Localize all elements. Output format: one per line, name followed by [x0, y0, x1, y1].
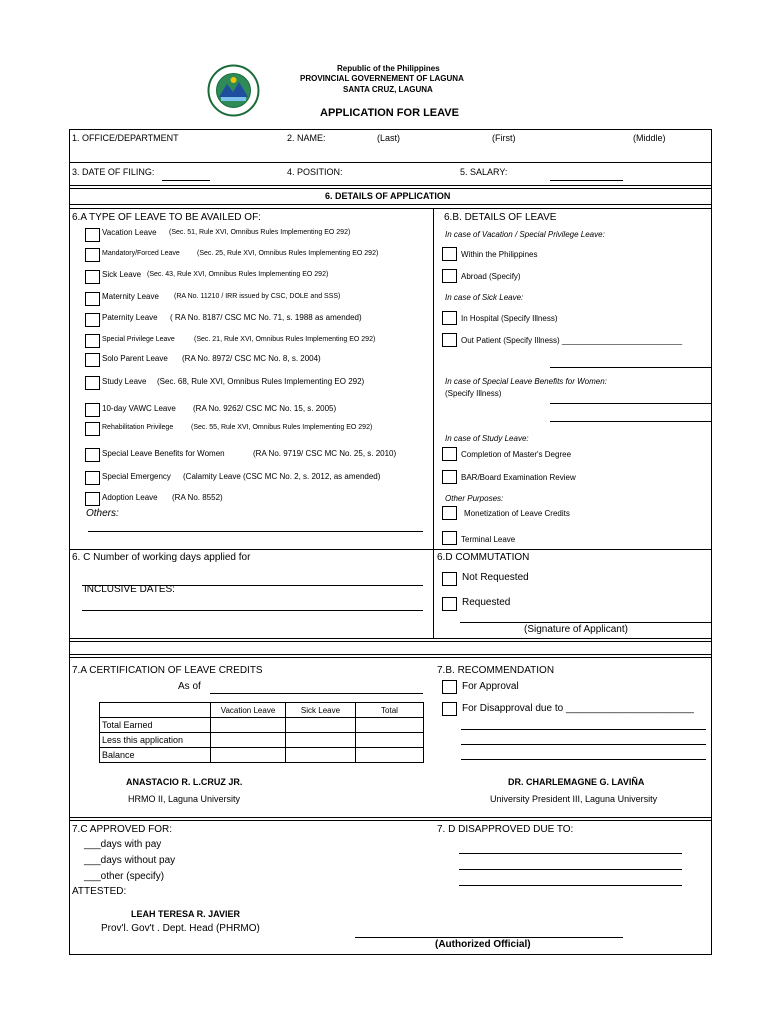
- phrmo-name: LEAH TERESA R. JAVIER: [131, 909, 241, 919]
- position-label: 4. POSITION:: [287, 167, 343, 177]
- bar-review-label: BAR/Board Examination Review: [461, 473, 576, 482]
- not-requested-checkbox[interactable]: [442, 572, 457, 586]
- row-label: Total Earned: [100, 718, 211, 733]
- 7d-heading: 7. D DISAPPROVED DUE TO:: [437, 824, 574, 835]
- date-of-filing-label: 3. DATE OF FILING:: [72, 167, 155, 177]
- disapproval-reason-line-3[interactable]: [461, 759, 706, 760]
- paternity-leave-checkbox[interactable]: [85, 313, 100, 327]
- leave-type-ref: (Calamity Leave (CSC MC No. 2, s. 2012, as amended): [183, 472, 381, 481]
- within-philippines-checkbox[interactable]: [442, 247, 457, 261]
- phrmo-title: Prov'l. Gov't . Dept. Head (PHRMO): [101, 923, 260, 934]
- out-patient-label: Out Patient (Specify Illness) ___________________________: [461, 336, 683, 345]
- leave-type-ref: (Sec. 43, Rule XVI, Omnibus Rules Implementing EO 292): [147, 271, 329, 278]
- leave-type-ref: (RA No. 8552): [172, 493, 223, 502]
- credit-cell[interactable]: [286, 748, 356, 763]
- leave-type-ref: (Sec. 68, Rule XVI, Omnibus Rules Implementing EO 292): [157, 377, 365, 386]
- out-patient-line-2[interactable]: [550, 367, 711, 368]
- out-patient-checkbox[interactable]: [442, 333, 457, 347]
- vacation-leave-checkbox[interactable]: [85, 228, 100, 242]
- women-caption: In case of Special Leave Benefits for Women:: [445, 377, 607, 386]
- disapproved-reason-line-1[interactable]: [459, 853, 682, 854]
- study-caption: In case of Study Leave:: [445, 434, 529, 443]
- women-illness-field-1[interactable]: [550, 403, 711, 404]
- authorized-official-caption: (Authorized Official): [435, 939, 531, 950]
- leave-type-ref: (Sec. 55, Rule XVI, Omnibus Rules Implementing EO 292): [191, 424, 373, 431]
- as-of-field[interactable]: [210, 693, 423, 694]
- 7a-heading: 7.A CERTIFICATION OF LEAVE CREDITS: [72, 665, 263, 676]
- name-label: 2. NAME:: [287, 133, 326, 143]
- inclusive-dates-field[interactable]: [82, 610, 423, 611]
- leave-type-label: 10-day VAWC Leave: [102, 404, 176, 413]
- disapproved-reason-line-2[interactable]: [459, 869, 682, 870]
- section-6-title: 6. DETAILS OF APPLICATION: [325, 191, 451, 201]
- leave-type-ref: ( RA No. 8187/ CSC MC No. 71, s. 1988 as amended): [170, 313, 362, 322]
- special-privilege-leave-checkbox[interactable]: [85, 334, 100, 348]
- leave-type-ref: (RA No. 8972/ CSC MC No. 8, s. 2004): [182, 354, 321, 363]
- special-emergency-checkbox[interactable]: [85, 471, 100, 485]
- leave-credits-table: [99, 702, 424, 763]
- date-of-filing-field[interactable]: [162, 180, 210, 181]
- study-leave-checkbox[interactable]: [85, 376, 100, 390]
- days-with-pay: ___days with pay: [84, 839, 162, 850]
- row-label: Balance: [100, 748, 211, 763]
- leave-type-label: Mandatory/Forced Leave: [102, 250, 180, 257]
- monetization-label: Monetization of Leave Credits: [464, 509, 570, 518]
- leave-type-label: Special Emergency: [102, 472, 171, 481]
- special-leave-women-checkbox[interactable]: [85, 448, 100, 462]
- leave-type-label: Sick Leave: [102, 270, 142, 279]
- bar-review-checkbox[interactable]: [442, 470, 457, 484]
- as-of-label: As of: [178, 681, 201, 692]
- salary-field[interactable]: [550, 180, 623, 181]
- not-requested-label: Not Requested: [462, 572, 529, 583]
- others-label: Others:: [86, 508, 119, 519]
- leave-type-ref: (Sec. 21, Rule XVI, Omnibus Rules Implementing EO 292): [194, 336, 376, 343]
- 6c-heading: 6. C Number of working days applied for: [72, 552, 251, 563]
- government-line: PROVINCIAL GOVERNEMENT OF LAGUNA: [300, 74, 464, 83]
- 7c-heading: 7.C APPROVED FOR:: [72, 824, 173, 835]
- column-header: Vacation Leave: [211, 703, 286, 718]
- leave-type-ref: (Sec. 25, Rule XVI, Omnibus Rules Implementing EO 292): [197, 250, 379, 257]
- masters-degree-checkbox[interactable]: [442, 447, 457, 461]
- in-hospital-checkbox[interactable]: [442, 311, 457, 325]
- hrmo-title: HRMO II, Laguna University: [128, 794, 241, 804]
- requested-checkbox[interactable]: [442, 597, 457, 611]
- masters-degree-label: Completion of Master's Degree: [461, 450, 572, 459]
- abroad-checkbox[interactable]: [442, 269, 457, 283]
- terminal-leave-label: Terminal Leave: [461, 535, 516, 544]
- terminal-leave-checkbox[interactable]: [442, 531, 457, 545]
- credit-cell[interactable]: [211, 718, 286, 733]
- credit-cell[interactable]: [356, 748, 424, 763]
- women-illness-field-2[interactable]: [550, 421, 711, 422]
- vawc-leave-checkbox[interactable]: [85, 403, 100, 417]
- leave-type-label: Solo Parent Leave: [102, 354, 168, 363]
- leave-type-label: Special Privilege Leave: [102, 336, 175, 343]
- mandatory-leave-checkbox[interactable]: [85, 248, 100, 262]
- president-name: DR. CHARLEMAGNE G. LAVIÑA: [508, 777, 645, 787]
- row-label: Less this application: [100, 733, 211, 748]
- monetization-checkbox[interactable]: [442, 506, 457, 520]
- specify-illness-label: (Specify Illness): [445, 389, 502, 398]
- for-approval-checkbox[interactable]: [442, 680, 457, 694]
- leave-type-label: Adoption Leave: [102, 493, 158, 502]
- column-header: Sick Leave: [286, 703, 356, 718]
- in-hospital-label: In Hospital (Specify Illness): [461, 314, 558, 323]
- other-purposes-caption: Other Purposes:: [445, 494, 504, 503]
- middle-name-label: (Middle): [633, 133, 666, 143]
- credit-cell[interactable]: [286, 718, 356, 733]
- vacation-caption: In case of Vacation / Special Privilege Leave:: [445, 230, 605, 239]
- disapproval-reason-line-1[interactable]: [461, 729, 706, 730]
- 6d-heading: 6.D COMMUTATION: [437, 552, 530, 563]
- attested-label: ATTESTED:: [72, 886, 127, 897]
- republic-line: Republic of the Philippines: [337, 64, 440, 73]
- disapproved-reason-line-3[interactable]: [459, 885, 682, 886]
- credit-cell[interactable]: [356, 733, 424, 748]
- days-without-pay: ___days without pay: [84, 855, 176, 866]
- solo-parent-leave-checkbox[interactable]: [85, 353, 100, 367]
- laguna-seal-logo: [207, 64, 260, 117]
- applicant-signature-line[interactable]: [460, 622, 711, 623]
- others-field[interactable]: [88, 531, 423, 532]
- other-specify: ___other (specify): [84, 871, 165, 882]
- town-line: SANTA CRUZ, LAGUNA: [343, 85, 433, 94]
- rehabilitation-privilege-checkbox[interactable]: [85, 422, 100, 436]
- first-name-label: (First): [492, 133, 516, 143]
- leave-type-label: Paternity Leave: [102, 313, 158, 322]
- leave-type-label: Study Leave: [102, 377, 147, 386]
- 7b-heading: 7.B. RECOMMENDATION: [437, 665, 555, 676]
- hrmo-name: ANASTACIO R. L.CRUZ JR.: [126, 777, 243, 787]
- sick-leave-checkbox[interactable]: [85, 270, 100, 284]
- leave-type-label: Vacation Leave: [102, 228, 157, 237]
- requested-label: Requested: [462, 597, 511, 608]
- for-disapproval-checkbox[interactable]: [442, 702, 457, 716]
- leave-type-ref: (RA No. 9719/ CSC MC No. 25, s. 2010): [253, 449, 397, 458]
- credit-cell[interactable]: [356, 718, 424, 733]
- credit-cell[interactable]: [286, 733, 356, 748]
- for-approval-label: For Approval: [462, 681, 519, 692]
- column-header: Total: [356, 703, 424, 718]
- within-philippines-label: Within the Philippines: [461, 250, 538, 259]
- last-name-label: (Last): [377, 133, 401, 143]
- disapproval-reason-line-2[interactable]: [461, 744, 706, 745]
- leave-type-label: Maternity Leave: [102, 292, 159, 301]
- credit-cell[interactable]: [211, 748, 286, 763]
- leave-type-ref: (RA No. 11210 / IRR issued by CSC, DOLE and SSS): [174, 293, 341, 300]
- adoption-leave-checkbox[interactable]: [85, 492, 100, 506]
- for-disapproval-label: For Disapproval due to _______________________: [462, 703, 694, 714]
- leave-type-ref: (Sec. 51, Rule XVI, Omnibus Rules Implementing EO 292): [169, 229, 351, 236]
- office-label: 1. OFFICE/DEPARTMENT: [72, 133, 179, 143]
- maternity-leave-checkbox[interactable]: [85, 292, 100, 306]
- leave-type-label: Rehabilitation Privilege: [102, 424, 174, 431]
- leave-type-label: Special Leave Benefits for Women: [102, 449, 225, 458]
- abroad-label: Abroad (Specify): [461, 272, 521, 281]
- 6b-heading: 6.B. DETAILS OF LEAVE: [444, 212, 557, 223]
- form-title: APPLICATION FOR LEAVE: [320, 107, 459, 119]
- authorized-official-signature-line[interactable]: [355, 937, 623, 938]
- applicant-signature-caption: (Signature of Applicant): [524, 624, 628, 635]
- credit-cell[interactable]: [211, 733, 286, 748]
- sick-caption: In case of Sick Leave:: [445, 293, 524, 302]
- 6a-heading: 6.A TYPE OF LEAVE TO BE AVAILED OF:: [72, 212, 261, 223]
- president-title: University President III, Laguna University: [490, 794, 658, 804]
- salary-label: 5. SALARY:: [460, 167, 508, 177]
- inclusive-dates-label: INCLUSIVE DATES:: [84, 584, 175, 595]
- leave-type-ref: (RA No. 9262/ CSC MC No. 15, s. 2005): [193, 404, 337, 413]
